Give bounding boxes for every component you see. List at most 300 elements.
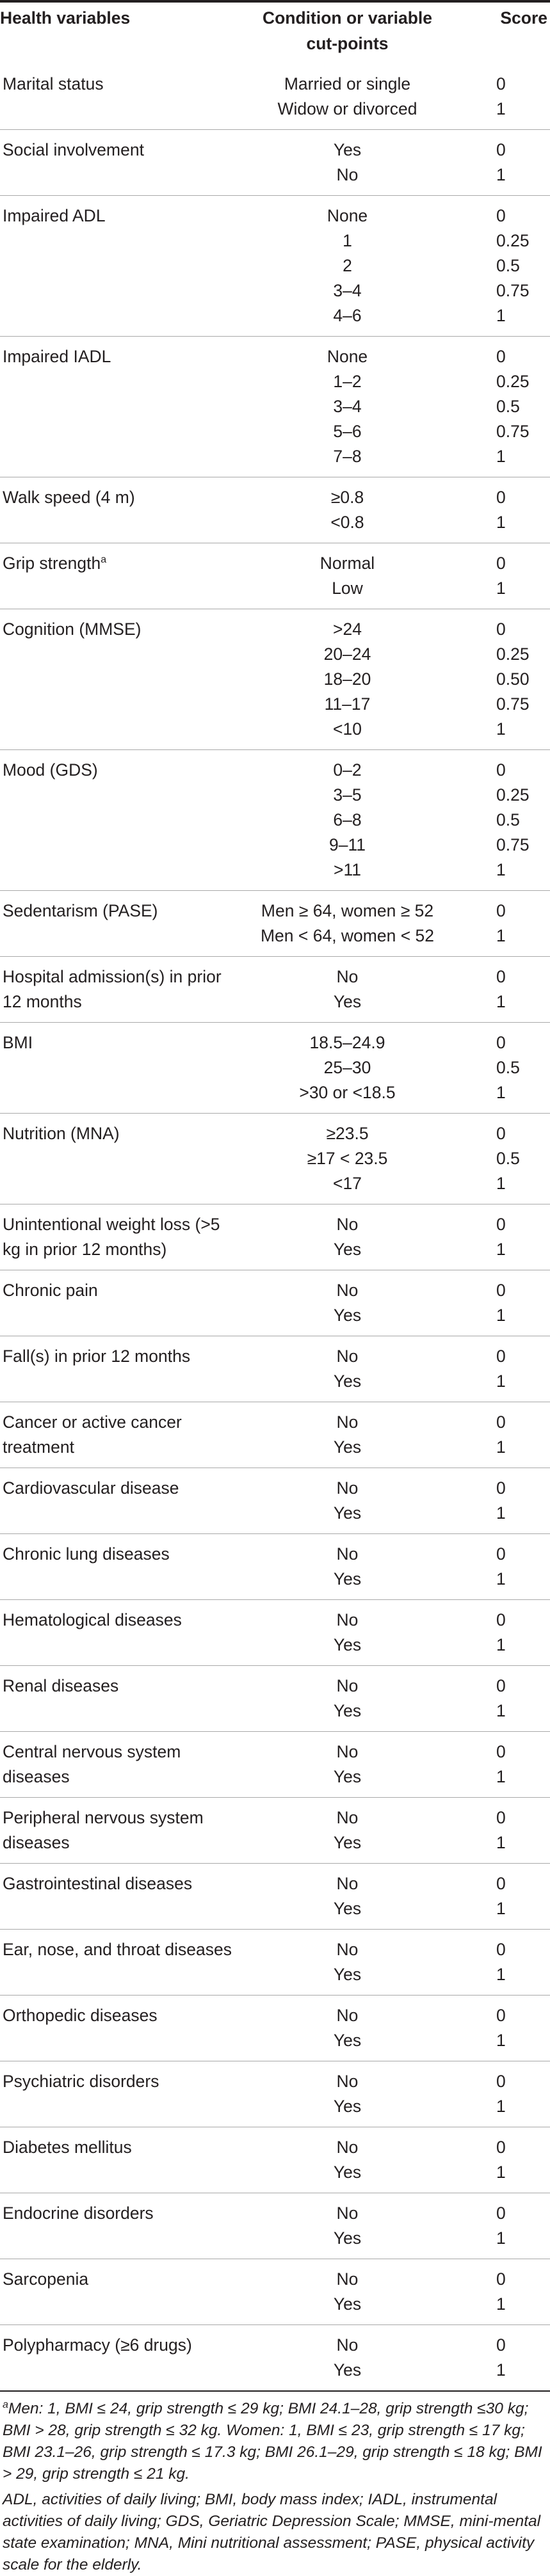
score-cell xyxy=(455,1600,550,1666)
score-value: 0 xyxy=(496,1347,506,1366)
condition-value: 7–8 xyxy=(333,447,362,466)
condition-value: Men < 64, women < 52 xyxy=(260,926,435,945)
condition-cell xyxy=(240,1204,455,1270)
score-value: 0 xyxy=(496,1742,506,1761)
score-cell xyxy=(455,1204,550,1270)
health-variable-label: Central nervous system diseases xyxy=(3,1742,181,1786)
health-variable-label: Diabetes mellitus xyxy=(3,2138,132,2157)
condition-value: Yes xyxy=(333,2163,362,2182)
condition-value: 25–30 xyxy=(323,1058,371,1077)
health-variable-cell xyxy=(0,1666,240,1732)
condition-cell xyxy=(240,130,455,196)
condition-value: No xyxy=(336,2006,359,2025)
table-row xyxy=(0,1023,550,1114)
condition-cell xyxy=(240,196,455,337)
score-value: 0 xyxy=(496,1412,506,1432)
score-cell xyxy=(455,1402,550,1468)
health-variable-cell xyxy=(0,1468,240,1534)
table-row xyxy=(0,750,550,891)
health-variable-label: Hospital admission(s) in prior 12 months xyxy=(3,967,222,1011)
score-value: 0 xyxy=(496,74,506,93)
condition-cell xyxy=(240,750,455,891)
condition-value: <10 xyxy=(333,719,362,739)
condition-value: Yes xyxy=(333,2294,362,2314)
condition-value: Low xyxy=(332,579,363,598)
score-value: 0 xyxy=(496,901,506,920)
score-value: 0 xyxy=(496,1676,506,1695)
score-cell xyxy=(455,1534,550,1600)
table-row xyxy=(0,1270,550,1336)
condition-value: 3–4 xyxy=(333,281,362,300)
condition-value: Yes xyxy=(333,140,362,159)
condition-value: No xyxy=(336,2204,359,2223)
health-variable-label: Grip strength xyxy=(3,554,101,573)
health-variable-cell xyxy=(0,1402,240,1468)
condition-value: 5–6 xyxy=(333,422,362,441)
score-value: 0 xyxy=(496,140,506,159)
condition-value: >30 or <18.5 xyxy=(299,1083,396,1102)
condition-value: None xyxy=(327,347,368,366)
health-variable-cell xyxy=(0,477,240,543)
condition-value: No xyxy=(336,2072,359,2091)
condition-value: No xyxy=(336,1808,359,1827)
health-variable-label: Ear, nose, and throat diseases xyxy=(3,1940,232,1959)
score-value: 0 xyxy=(496,1808,506,1827)
score-cell xyxy=(455,64,550,130)
condition-cell xyxy=(240,1996,455,2061)
condition-value: No xyxy=(336,1281,359,1300)
score-value: 0 xyxy=(496,2006,506,2025)
table-row xyxy=(0,337,550,477)
condition-value: 1–2 xyxy=(333,372,362,391)
health-variable-label: Walk speed (4 m) xyxy=(3,488,135,507)
table-row xyxy=(0,1600,550,1666)
condition-value: No xyxy=(336,1215,359,1234)
health-variable-label: Marital status xyxy=(3,74,104,93)
health-variable-cell xyxy=(0,2061,240,2127)
condition-value: Yes xyxy=(333,2031,362,2050)
score-value: 1 xyxy=(496,2294,506,2314)
score-value: 1 xyxy=(496,1306,506,1325)
score-value: 0.50 xyxy=(496,669,530,689)
table-row xyxy=(0,609,550,750)
condition-cell xyxy=(240,2193,455,2259)
condition-value: No xyxy=(336,967,359,986)
score-cell xyxy=(455,477,550,543)
score-cell xyxy=(455,1798,550,1864)
health-variable-label: Unintentional weight loss (>5 kg in prior 12 months) xyxy=(3,1215,220,1259)
score-value: 1 xyxy=(496,1240,506,1259)
condition-cell xyxy=(240,2127,455,2193)
health-variable-label: Hematological diseases xyxy=(3,1610,182,1629)
score-cell xyxy=(455,1336,550,1402)
condition-value: 18.5–24.9 xyxy=(309,1033,385,1052)
health-variable-cell xyxy=(0,196,240,337)
score-value: 0.75 xyxy=(496,422,530,441)
score-cell xyxy=(455,130,550,196)
health-variable-label: Endocrine disorders xyxy=(3,2204,154,2223)
table-row xyxy=(0,2193,550,2259)
table-row xyxy=(0,1930,550,1996)
health-variable-cell xyxy=(0,1534,240,1600)
condition-value: Yes xyxy=(333,2360,362,2380)
score-value: 0.5 xyxy=(496,256,520,275)
condition-cell xyxy=(240,2325,455,2391)
score-value: 0.25 xyxy=(496,644,530,664)
condition-value: Widow or divorced xyxy=(277,99,417,118)
score-value: 0.75 xyxy=(496,694,530,714)
health-variable-label: Social involvement xyxy=(3,140,144,159)
score-value: 1 xyxy=(496,1503,506,1523)
condition-value: 18–20 xyxy=(323,669,371,689)
condition-value: >11 xyxy=(334,860,361,879)
condition-value: >24 xyxy=(333,620,362,639)
score-value: 0.5 xyxy=(496,810,520,829)
condition-cell xyxy=(240,1798,455,1864)
condition-cell xyxy=(240,1402,455,1468)
condition-cell xyxy=(240,1732,455,1798)
header-condition xyxy=(240,3,455,64)
health-variable-cell xyxy=(0,1204,240,1270)
condition-value: No xyxy=(336,1478,359,1498)
score-value: 1 xyxy=(496,1437,506,1457)
condition-cell xyxy=(240,957,455,1023)
condition-value: Yes xyxy=(333,1372,362,1391)
condition-cell xyxy=(240,1023,455,1114)
health-variable-cell xyxy=(0,543,240,609)
health-variable-cell xyxy=(0,1732,240,1798)
condition-value: Married or single xyxy=(284,74,411,93)
health-variable-label: Cognition (MMSE) xyxy=(3,620,142,639)
score-value: 1 xyxy=(496,1372,506,1391)
health-variable-label: Impaired IADL xyxy=(3,347,111,366)
score-cell xyxy=(455,891,550,957)
table-row xyxy=(0,64,550,130)
table-row xyxy=(0,2259,550,2325)
score-value: 1 xyxy=(496,719,506,739)
health-variable-cell xyxy=(0,1864,240,1930)
score-value: 0.5 xyxy=(496,1058,520,1077)
table-row xyxy=(0,1864,550,1930)
score-value: 0 xyxy=(496,488,506,507)
footnote-abbreviations: ADL, activities of daily living; BMI, body mass index; IADL, instrumental activities of daily living; GDS, Geriatric Depression Scale; MMSE, mini-mental state examination; MNA, Mini nutritional assessment; PASE, physical activity scale for the elderly. xyxy=(3,2491,541,2573)
condition-value: 2 xyxy=(343,256,352,275)
score-value: 0 xyxy=(496,620,506,639)
score-value: 0 xyxy=(496,1033,506,1052)
condition-value: No xyxy=(336,1676,359,1695)
table-row xyxy=(0,2061,550,2127)
score-value: 1 xyxy=(496,1899,506,1918)
condition-cell xyxy=(240,1114,455,1204)
score-value: 1 xyxy=(496,860,506,879)
score-cell xyxy=(455,1732,550,1798)
health-variable-label: Chronic pain xyxy=(3,1281,98,1300)
condition-value: 4–6 xyxy=(333,306,362,325)
score-cell xyxy=(455,2193,550,2259)
score-cell xyxy=(455,2127,550,2193)
health-variable-cell xyxy=(0,1930,240,1996)
condition-cell xyxy=(240,1270,455,1336)
table-row xyxy=(0,891,550,957)
condition-value: None xyxy=(327,206,368,225)
condition-value: No xyxy=(336,2335,359,2355)
condition-cell xyxy=(240,543,455,609)
score-value: 1 xyxy=(496,165,506,184)
health-variable-cell xyxy=(0,609,240,750)
header-condition-line1: Condition or variable xyxy=(262,8,433,28)
condition-value: No xyxy=(336,1544,359,1564)
condition-value: Yes xyxy=(333,1965,362,1984)
table-row xyxy=(0,477,550,543)
health-variable-label: Peripheral nervous system diseases xyxy=(3,1808,204,1852)
table-row xyxy=(0,1666,550,1732)
condition-cell xyxy=(240,609,455,750)
score-value: 1 xyxy=(496,2031,506,2050)
health-variable-label: Sedentarism (PASE) xyxy=(3,901,158,920)
header-condition-line2: cut-points xyxy=(306,34,389,53)
score-cell xyxy=(455,2325,550,2391)
footnote-a-text: Men: 1, BMI ≤ 24, grip strength ≤ 29 kg; BMI 24.1–28, grip strength ≤30 kg; BMI > 28, grip strength ≤ 32 kg. Women: 1, BMI ≤ 23, grip strength ≤ 17 kg; BMI 23.1–26, grip strength ≤ 17.3 kg; BMI 26.1–29, grip strength ≤ 18 kg; BMI > 29, grip strength ≤ 21 kg. xyxy=(3,2400,542,2483)
condition-cell xyxy=(240,1930,455,1996)
score-value: 0 xyxy=(496,554,506,573)
condition-value: ≥23.5 xyxy=(326,1124,369,1143)
score-cell xyxy=(455,609,550,750)
health-variable-cell xyxy=(0,1798,240,1864)
table-body xyxy=(0,64,550,2390)
health-variable-cell xyxy=(0,337,240,477)
footnote-marker: a xyxy=(101,554,107,566)
condition-value: No xyxy=(336,1412,359,1432)
condition-value: Yes xyxy=(333,1899,362,1918)
health-variable-cell xyxy=(0,2127,240,2193)
health-variable-cell xyxy=(0,1114,240,1204)
condition-value: ≥0.8 xyxy=(330,488,364,507)
table-row xyxy=(0,1732,550,1798)
score-value: 0 xyxy=(496,1124,506,1143)
header-health-variables: Health variables xyxy=(0,8,131,28)
health-variable-label: Psychiatric disorders xyxy=(3,2072,159,2091)
condition-value: Yes xyxy=(333,1306,362,1325)
condition-value: Yes xyxy=(333,1767,362,1786)
condition-value: No xyxy=(336,2269,359,2289)
condition-value: No xyxy=(336,1742,359,1761)
score-value: 1 xyxy=(496,513,506,532)
health-variable-label: Fall(s) in prior 12 months xyxy=(3,1347,191,1366)
score-value: 0.5 xyxy=(496,397,520,416)
condition-value: 11–17 xyxy=(324,694,371,714)
health-variable-cell xyxy=(0,1023,240,1114)
score-cell xyxy=(455,2061,550,2127)
condition-value: 0–2 xyxy=(333,760,362,780)
health-variable-label: Cardiovascular disease xyxy=(3,1478,179,1498)
health-variable-cell xyxy=(0,1996,240,2061)
table-row xyxy=(0,1336,550,1402)
score-cell xyxy=(455,543,550,609)
score-value: 1 xyxy=(496,1569,506,1588)
condition-value: 9–11 xyxy=(329,835,366,854)
table-row xyxy=(0,1996,550,2061)
condition-value: No xyxy=(336,1940,359,1959)
condition-cell xyxy=(240,1336,455,1402)
table-row xyxy=(0,130,550,196)
table-row xyxy=(0,1534,550,1600)
score-cell xyxy=(455,1114,550,1204)
score-value: 1 xyxy=(496,99,506,118)
score-value: 0 xyxy=(496,206,506,225)
condition-cell xyxy=(240,2061,455,2127)
condition-value: <17 xyxy=(333,1174,362,1193)
table-row xyxy=(0,2127,550,2193)
score-value: 0 xyxy=(496,1281,506,1300)
score-value: 1 xyxy=(496,1083,506,1102)
condition-cell xyxy=(240,2259,455,2325)
condition-value: 20–24 xyxy=(323,644,371,664)
health-variables-table xyxy=(0,3,550,2390)
score-value: 1 xyxy=(496,2228,506,2248)
health-variable-cell xyxy=(0,750,240,891)
score-value: 0 xyxy=(496,1544,506,1564)
health-variable-label: Polypharmacy (≥6 drugs) xyxy=(3,2335,192,2355)
footnote-a xyxy=(3,2398,547,2485)
health-variable-cell xyxy=(0,2325,240,2391)
table-row xyxy=(0,1798,550,1864)
condition-value: 3–5 xyxy=(333,785,362,804)
score-value: 1 xyxy=(496,447,506,466)
score-value: 0 xyxy=(496,967,506,986)
score-value: 0 xyxy=(496,2269,506,2289)
condition-cell xyxy=(240,1468,455,1534)
condition-cell xyxy=(240,1864,455,1930)
health-variable-label: Mood (GDS) xyxy=(3,760,98,780)
health-variable-label: Sarcopenia xyxy=(3,2269,89,2289)
health-variable-label: Impaired ADL xyxy=(3,206,106,225)
score-cell xyxy=(455,2259,550,2325)
score-cell xyxy=(455,337,550,477)
header-score: Score xyxy=(500,8,547,28)
score-value: 0.75 xyxy=(496,281,530,300)
condition-value: <0.8 xyxy=(330,513,364,532)
condition-value: Yes xyxy=(333,1569,362,1588)
score-cell xyxy=(455,750,550,891)
condition-value: Yes xyxy=(333,1437,362,1457)
score-value: 0 xyxy=(496,2335,506,2355)
condition-value: No xyxy=(336,1610,359,1629)
score-value: 0 xyxy=(496,1940,506,1959)
score-value: 1 xyxy=(496,992,506,1011)
condition-value: Yes xyxy=(333,1701,362,1720)
table-row xyxy=(0,957,550,1023)
condition-value: 1 xyxy=(343,231,352,250)
score-cell xyxy=(455,1023,550,1114)
health-variable-label: BMI xyxy=(3,1033,33,1052)
health-variable-label: Chronic lung diseases xyxy=(3,1544,170,1564)
table-row xyxy=(0,196,550,337)
score-cell xyxy=(455,1864,550,1930)
score-value: 1 xyxy=(496,2097,506,2116)
condition-value: Yes xyxy=(333,1635,362,1654)
condition-value: No xyxy=(336,2138,359,2157)
table-row xyxy=(0,2325,550,2391)
score-value: 0 xyxy=(496,2204,506,2223)
score-value: 1 xyxy=(496,1965,506,1984)
score-value: 0 xyxy=(496,347,506,366)
score-value: 0.25 xyxy=(496,372,530,391)
footnote-a-marker: a xyxy=(3,2399,8,2410)
score-value: 1 xyxy=(496,1701,506,1720)
score-value: 1 xyxy=(496,926,506,945)
condition-value: No xyxy=(336,1874,359,1893)
score-value: 0 xyxy=(496,2072,506,2091)
health-variable-cell xyxy=(0,64,240,130)
table-row xyxy=(0,1402,550,1468)
condition-value: Yes xyxy=(333,2228,362,2248)
health-variable-cell xyxy=(0,2193,240,2259)
score-value: 1 xyxy=(496,579,506,598)
condition-cell xyxy=(240,477,455,543)
condition-value: Yes xyxy=(333,1833,362,1852)
table-row xyxy=(0,1204,550,1270)
health-variable-label: Orthopedic diseases xyxy=(3,2006,158,2025)
score-value: 1 xyxy=(496,1174,506,1193)
table-row xyxy=(0,1114,550,1204)
health-variable-label: Cancer or active cancer treatment xyxy=(3,1412,182,1457)
condition-value: 6–8 xyxy=(333,810,362,829)
score-cell xyxy=(455,1666,550,1732)
condition-value: Yes xyxy=(333,2097,362,2116)
table-row xyxy=(0,543,550,609)
condition-value: ≥17 < 23.5 xyxy=(307,1149,388,1168)
condition-cell xyxy=(240,337,455,477)
score-value: 1 xyxy=(496,306,506,325)
score-value: 0 xyxy=(496,1874,506,1893)
table-header xyxy=(0,3,550,64)
score-cell xyxy=(455,1270,550,1336)
score-value: 0.25 xyxy=(496,785,530,804)
condition-value: Normal xyxy=(319,554,375,573)
condition-value: Yes xyxy=(333,1503,362,1523)
table-footnotes xyxy=(0,2392,550,2576)
health-variable-label: Gastrointestinal diseases xyxy=(3,1874,193,1893)
health-variable-cell xyxy=(0,891,240,957)
table-row xyxy=(0,1468,550,1534)
health-variable-label: Renal diseases xyxy=(3,1676,119,1695)
score-cell xyxy=(455,1468,550,1534)
condition-value: No xyxy=(336,165,359,184)
score-value: 1 xyxy=(496,1833,506,1852)
health-variable-cell xyxy=(0,130,240,196)
score-value: 1 xyxy=(496,2163,506,2182)
score-value: 0 xyxy=(496,1215,506,1234)
score-value: 0.75 xyxy=(496,835,530,854)
condition-cell xyxy=(240,1534,455,1600)
health-variable-cell xyxy=(0,1270,240,1336)
health-variable-cell xyxy=(0,957,240,1023)
score-cell xyxy=(455,1996,550,2061)
score-value: 0.5 xyxy=(496,1149,520,1168)
condition-cell xyxy=(240,64,455,130)
score-value: 1 xyxy=(496,2360,506,2380)
score-value: 0 xyxy=(496,760,506,780)
condition-value: 3–4 xyxy=(333,397,362,416)
score-value: 0 xyxy=(496,1478,506,1498)
health-variable-cell xyxy=(0,2259,240,2325)
score-cell xyxy=(455,1930,550,1996)
condition-cell xyxy=(240,1600,455,1666)
score-value: 1 xyxy=(496,1635,506,1654)
condition-cell xyxy=(240,891,455,957)
score-cell xyxy=(455,957,550,1023)
condition-value: Men ≥ 64, women ≥ 52 xyxy=(261,901,434,920)
